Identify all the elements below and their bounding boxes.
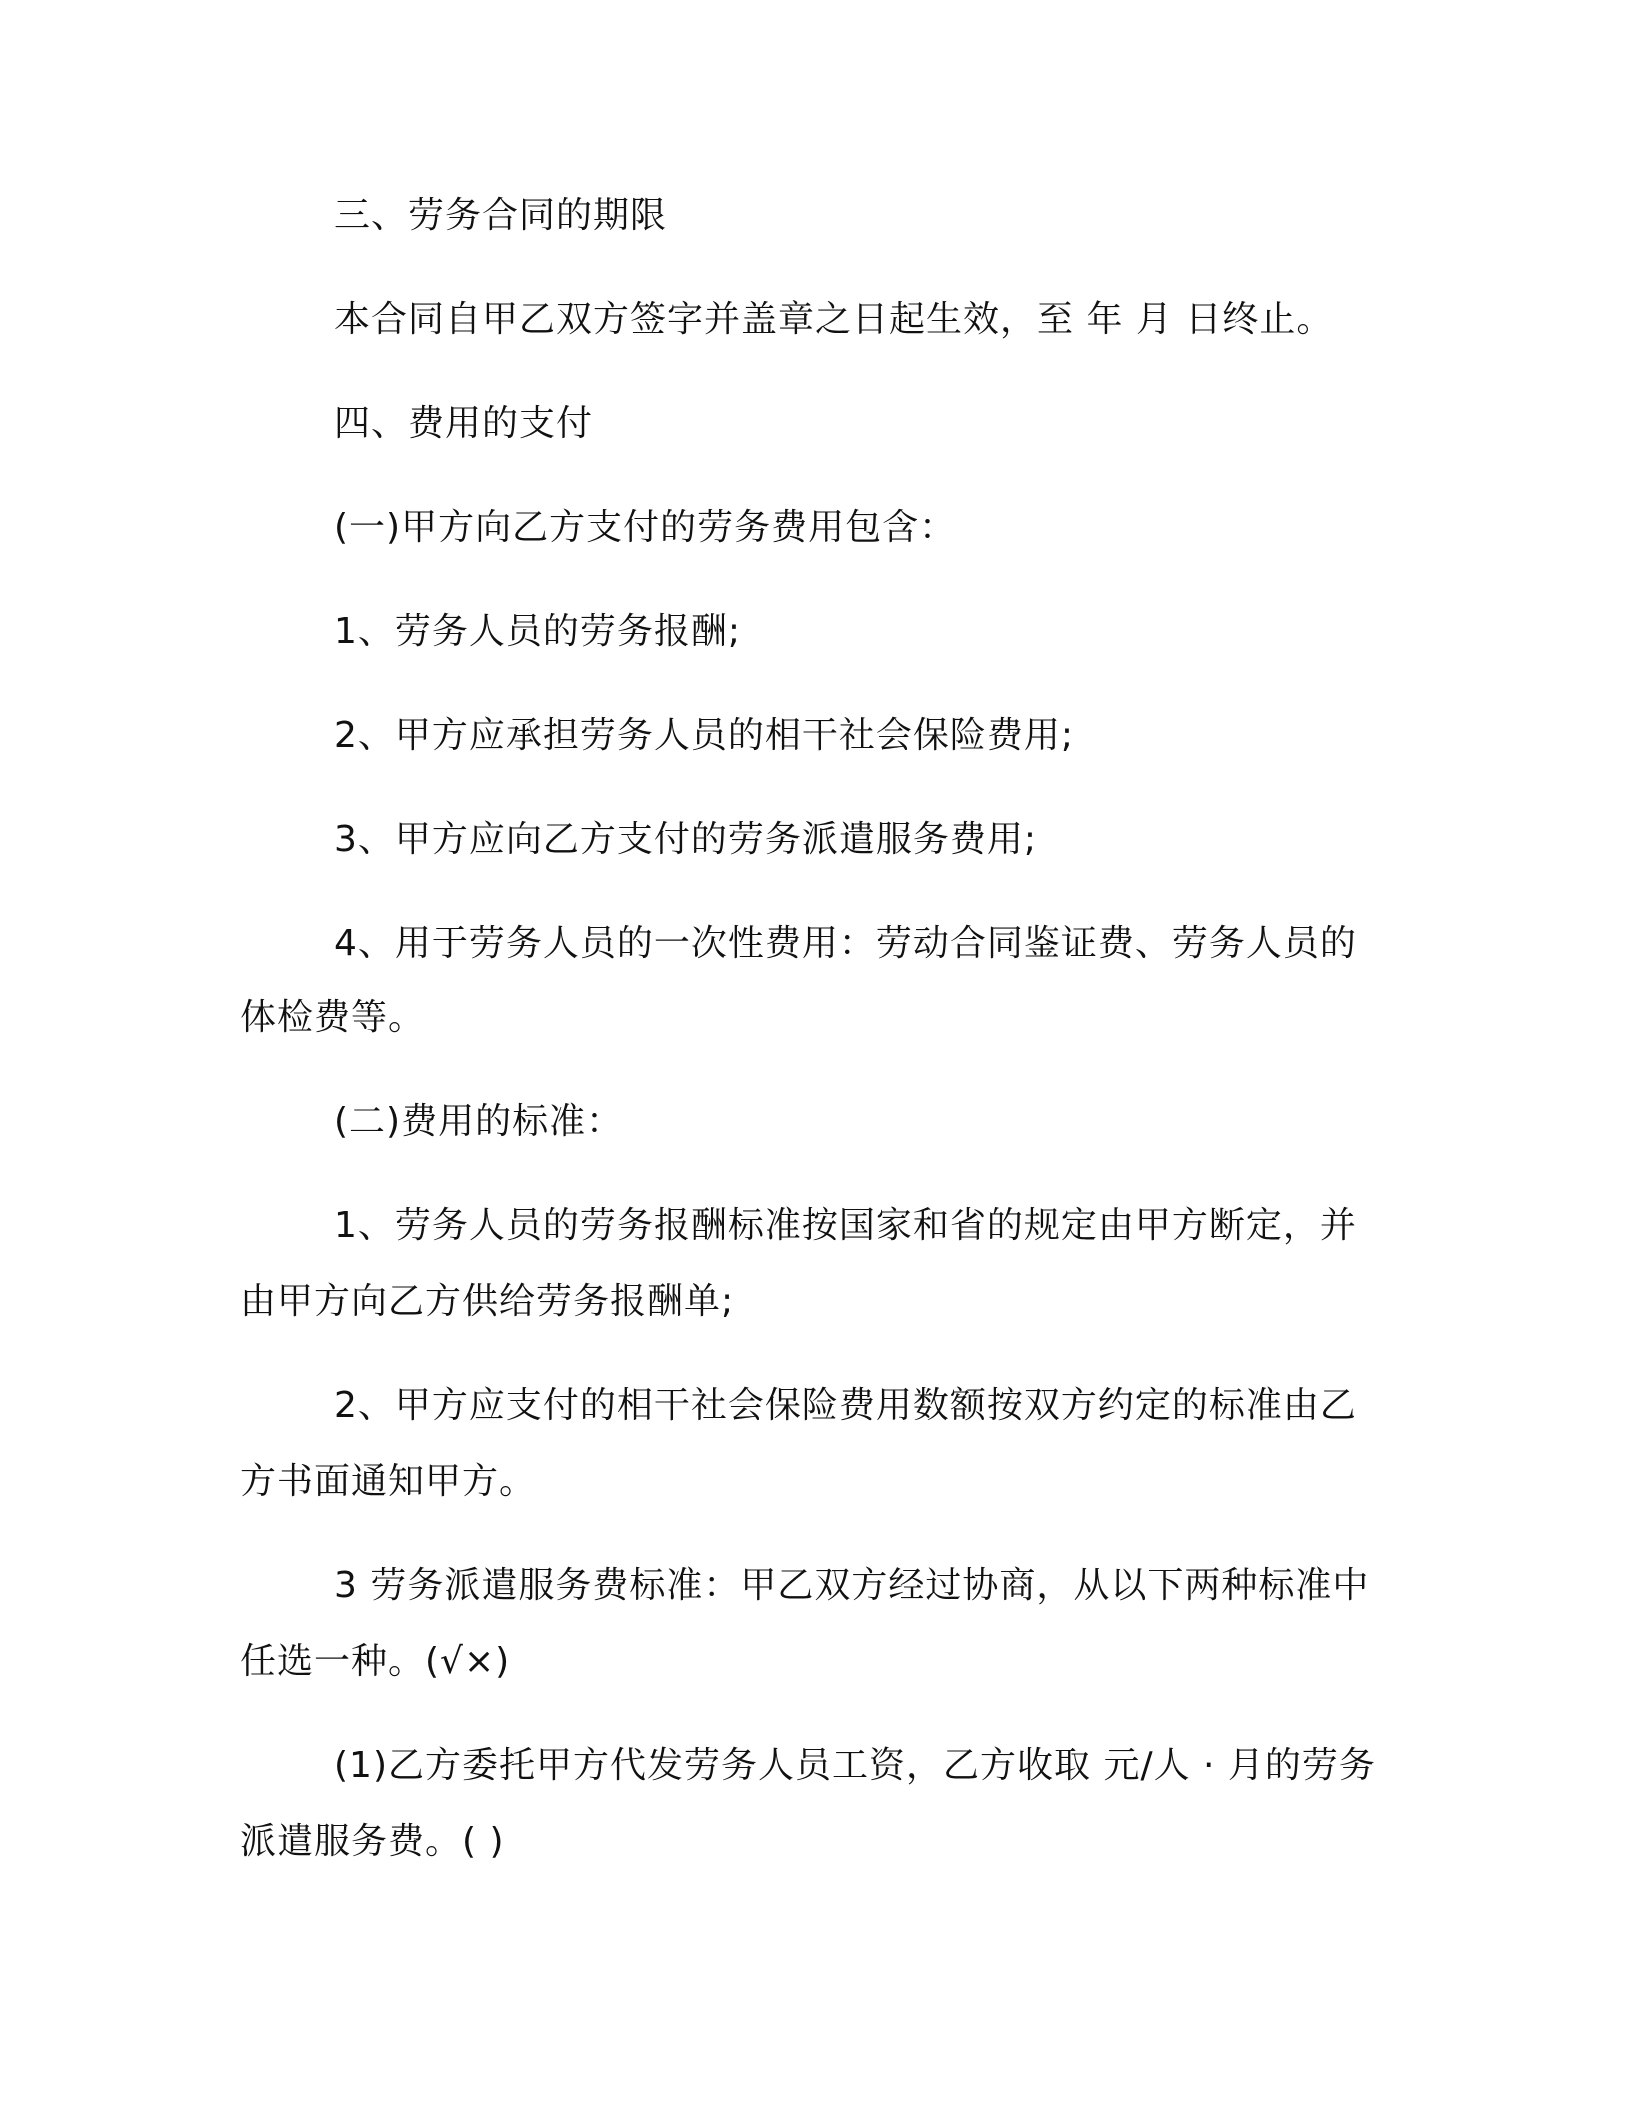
standard-item-3-line-1: 3 劳务派遣服务费标准：甲乙双方经过协商，从以下两种标准中 [334, 1565, 1370, 1606]
fee-item-4-line-1: 4、用于劳务人员的一次性费用：劳动合同鉴证费、劳务人员的 [334, 923, 1357, 964]
standard-item-1-line-2: 由甲方向乙方供给劳务报酬单; [240, 1281, 735, 1322]
subsection-2-heading: (二)费用的标准： [334, 1101, 624, 1142]
standard-item-2-line-2: 方书面通知甲方。 [240, 1461, 537, 1502]
section-3-heading: 三、劳务合同的期限 [334, 195, 668, 236]
option-1-line-2: 派遣服务费。( ) [240, 1821, 505, 1862]
section-4-heading: 四、费用的支付 [334, 403, 594, 444]
fee-item-4-line-2: 体检费等。 [240, 997, 426, 1038]
standard-item-1-line-1: 1、劳务人员的劳务报酬标准按国家和省的规定由甲方断定，并 [334, 1205, 1357, 1246]
standard-item-3-line-2: 任选一种。(√×) [240, 1641, 511, 1682]
fee-item-3: 3、甲方应向乙方支付的劳务派遣服务费用; [334, 819, 1038, 860]
subsection-1-heading: (一)甲方向乙方支付的劳务费用包含： [334, 507, 957, 548]
standard-item-2-line-1: 2、甲方应支付的相干社会保险费用数额按双方约定的标准由乙 [334, 1385, 1357, 1426]
fee-item-1: 1、劳务人员的劳务报酬; [334, 611, 742, 652]
fee-item-2: 2、甲方应承担劳务人员的相干社会保险费用; [334, 715, 1075, 756]
option-1-line-1: (1)乙方委托甲方代发劳务人员工资，乙方收取 元/人 · 月的劳务 [334, 1745, 1376, 1786]
term-paragraph: 本合同自甲乙双方签字并盖章之日起生效，至 年 月 日终止。 [334, 299, 1334, 340]
